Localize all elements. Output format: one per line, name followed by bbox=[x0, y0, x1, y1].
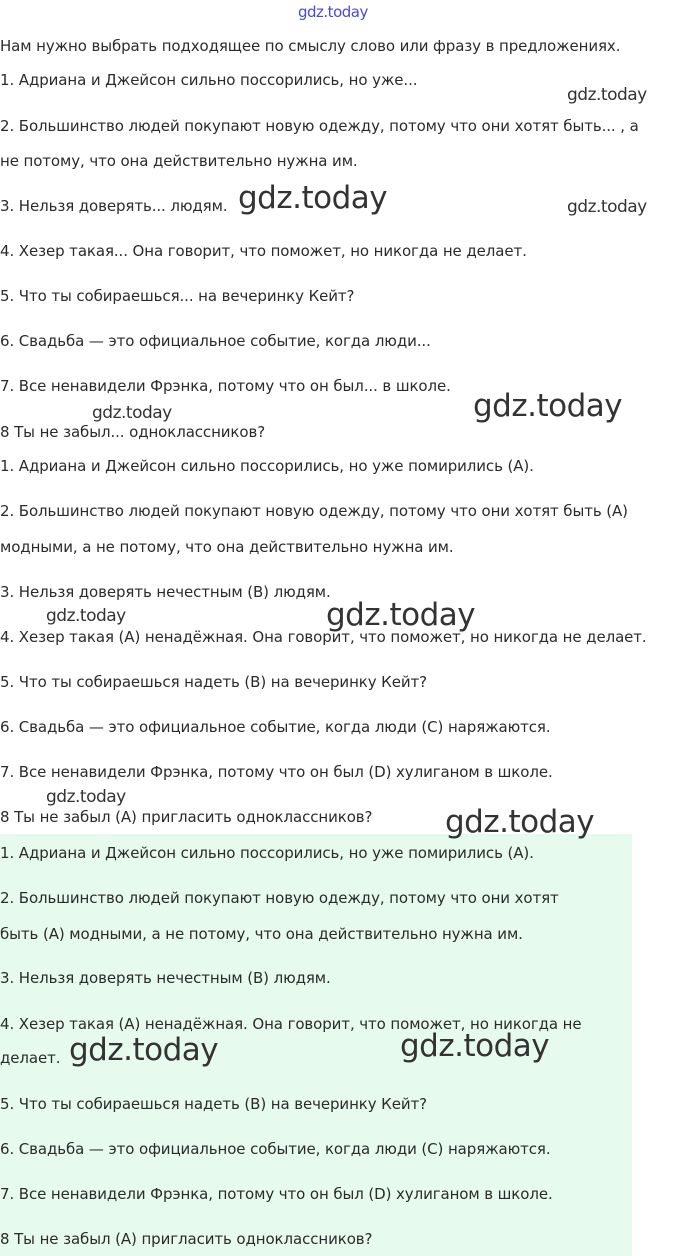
question-line: 1. Адриана и Джейсон сильно поссорились, но уже... bbox=[0, 71, 418, 89]
answer-line: 3. Нельзя доверять нечестным (В) людям. bbox=[0, 969, 331, 987]
watermark: gdz.today bbox=[92, 403, 172, 423]
watermark: gdz.today bbox=[473, 388, 623, 424]
task-intro: Нам нужно выбрать подходящее по смыслу слово или фразу в предложениях. bbox=[0, 37, 621, 55]
watermark: gdz.today bbox=[69, 1032, 219, 1068]
solution-line: 5. Что ты собираешься надеть (В) на вечеринку Кейт? bbox=[0, 673, 428, 691]
watermark: gdz.today bbox=[298, 3, 368, 21]
question-line: 4. Хезер такая... Она говорит, что поможет, но никогда не делает. bbox=[0, 242, 527, 260]
answer-line: 5. Что ты собираешься надеть (В) на вечеринку Кейт? bbox=[0, 1095, 428, 1113]
watermark: gdz.today bbox=[46, 787, 126, 807]
answer-line: 1. Адриана и Джейсон сильно поссорились, но уже помирились (А). bbox=[0, 844, 534, 862]
solution-line: 3. Нельзя доверять нечестным (В) людям. bbox=[0, 583, 331, 601]
answer-line: 7. Все ненавидели Фрэнка, потому что он был (D) хулиганом в школе. bbox=[0, 1185, 553, 1203]
watermark: gdz.today bbox=[326, 597, 476, 633]
answer-line: 4. Хезер такая (А) ненадёжная. Она говорит, что поможет, но никогда не bbox=[0, 1015, 582, 1033]
question-line: 8 Ты не забыл... одноклассников? bbox=[0, 423, 266, 441]
solution-line: 1. Адриана и Джейсон сильно поссорились, но уже помирились (А). bbox=[0, 457, 534, 475]
solution-line: 4. Хезер такая (А) ненадёжная. Она говорит, что поможет, но никогда не делает. bbox=[0, 628, 647, 646]
question-line: 6. Свадьба — это официальное событие, когда люди... bbox=[0, 332, 431, 350]
solution-line: 6. Свадьба — это официальное событие, когда люди (С) наряжаются. bbox=[0, 718, 551, 736]
answer-line: 8 Ты не забыл (А) пригласить одноклассников? bbox=[0, 1230, 373, 1248]
watermark: gdz.today bbox=[567, 85, 647, 105]
question-line: 3. Нельзя доверять... людям. bbox=[0, 197, 228, 215]
watermark: gdz.today bbox=[238, 180, 388, 216]
question-line: 2. Большинство людей покупают новую одежду, потому что они хотят быть... , а bbox=[0, 117, 639, 135]
answer-line: 6. Свадьба — это официальное событие, когда люди (С) наряжаются. bbox=[0, 1140, 551, 1158]
solution-line: 7. Все ненавидели Фрэнка, потому что он был (D) хулиганом в школе. bbox=[0, 763, 553, 781]
watermark: gdz.today bbox=[445, 804, 595, 840]
question-line: 7. Все ненавидели Фрэнка, потому что он был... в школе. bbox=[0, 377, 451, 395]
answer-line: 2. Большинство людей покупают новую одежду, потому что они хотят bbox=[0, 889, 559, 907]
answer-line: делает. bbox=[0, 1049, 61, 1067]
watermark: gdz.today bbox=[400, 1028, 550, 1064]
question-line: не потому, что она действительно нужна им. bbox=[0, 152, 358, 170]
solution-line: модными, а не потому, что она действительно нужна им. bbox=[0, 538, 454, 556]
question-line: 5. Что ты собираешься... на вечеринку Кейт? bbox=[0, 287, 355, 305]
answer-line: быть (А) модными, а не потому, что она действительно нужна им. bbox=[0, 925, 523, 943]
solution-line: 8 Ты не забыл (А) пригласить одноклассников? bbox=[0, 808, 373, 826]
watermark: gdz.today bbox=[46, 606, 126, 626]
watermark: gdz.today bbox=[567, 197, 647, 217]
solution-line: 2. Большинство людей покупают новую одежду, потому что они хотят быть (А) bbox=[0, 502, 628, 520]
